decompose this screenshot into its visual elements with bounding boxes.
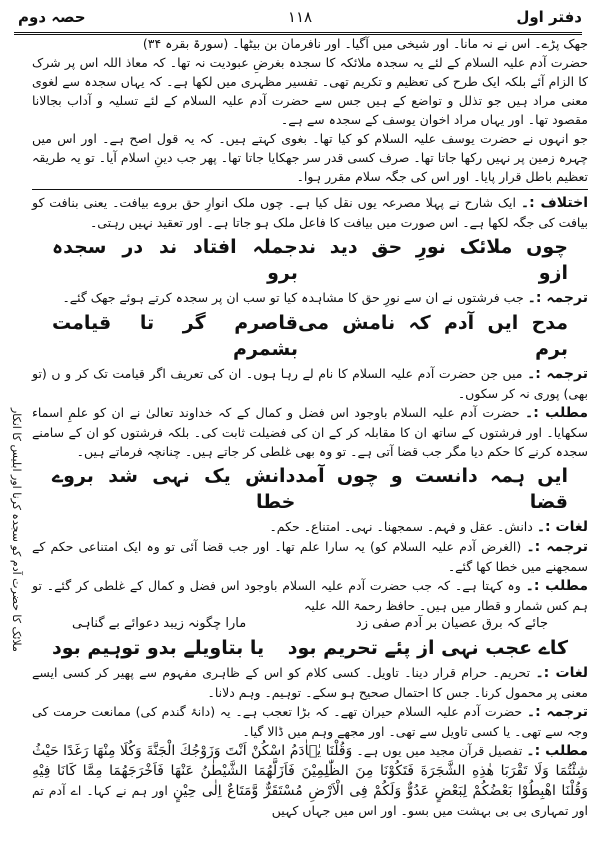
divider bbox=[32, 189, 588, 190]
lughat-label: لغات :۔ bbox=[535, 665, 588, 681]
tarjuma-label: ترجمہ :۔ bbox=[526, 704, 588, 720]
verse-couplet bbox=[52, 635, 568, 661]
verse-second-hemistich: دانش یک نہی شد بروے خطا bbox=[52, 465, 296, 513]
tarjuma-paragraph bbox=[32, 537, 588, 576]
page-body bbox=[32, 34, 588, 820]
intro-paragraph: حضرت آدم علیہ السلام کے لئے یہ سجدہ ملائکہ کا سجدہ بغرضِ عبودیت نہ تھا۔ کہ معاذ اللہ اس پر شرک کا الزام آئے بلکہ ایک طرح کی تعظیم و تکریم تھی۔ تفسیر مظہری میں لکھا ہے۔ کہ یہاں سجدہ سے لغوی معنی مراد ہیں جو تذلل و تواضع کے ہیں جس سے حضرت آدم علیہ السلام کے لئے تسلیہ و آداب بجالانا مقصود تھا۔ اور یہاں مراد اخوان یوسف کے سجدہ سے ہے۔ bbox=[32, 55, 588, 127]
quran-verse: وَقُلْنَا یٰۤاٰدَمُ اسْكُنْ اَنْتَ وَزَوْجُكَ الْجَنَّةَ وَكُلَا مِنْهَا رَغَدًا حَیْثُ شِئْتُمَا وَلَا تَقْرَبَا هٰذِهِ الشَّجَرَةَ فَتَكُوْنَا مِنَ الظّٰلِمِیْنَ فَاَزَلَّهُمَا الشَّیْطٰنُ عَنْهَا فَاَخْرَجَهُمَا مِمَّا كَانَا فِیْهِ وَقُلْنَا اهْبِطُوْا بَعْضُكُمْ لِبَعْضٍ عَدُوٌّ وَلَكُمْ فِی الْاَرْضِ مُسْتَقَرٌّ وَّمَتَاعٌ اِلٰى حِیْنٍ bbox=[32, 743, 588, 799]
page-number: ۱۱۸ bbox=[287, 8, 313, 26]
verse-couplet bbox=[52, 234, 568, 286]
matlab-paragraph bbox=[32, 403, 588, 461]
translation-last-line: اور ہم نے کہا۔ اے آدم تم اور تمہاری بی بی بہشت میں بسو۔ اور اس میں جہاں کہیں bbox=[32, 783, 588, 818]
matlab-label: مطلب :۔ bbox=[525, 405, 588, 421]
verse-second-hemistich: یا بتاویلے بدو توہیم بود bbox=[52, 637, 265, 659]
verse-first-hemistich: کاے عجب نہی از پئے تحریم بود bbox=[287, 637, 568, 659]
ikhtilaf-paragraph bbox=[32, 193, 588, 232]
lughat-text: دانش۔ عقل و فہم۔ سمجھنا۔ نہی۔ امتناع۔ حکم۔ bbox=[269, 519, 533, 534]
matlab-text: تفصیل قرآن مجید میں یوں ہے۔ bbox=[356, 743, 523, 758]
tarjuma-text: حضرت آدم علیہ السلام حیران تھے۔ کہ بڑا تعجب ہے۔ یہ (دانۂ گندم کی) ممانعت حرمت کی وجہ سے تھی۔ یا کسی تاویل سے تھی۔ اور مجھے وہم میں ڈالا گیا۔ bbox=[32, 704, 588, 739]
verse-second-hemistich: مارا چگونہ زیبد دعوائے بے گناہی bbox=[72, 616, 247, 631]
tarjuma-text: (الغرض آدم علیہ السلام کو) یہ سارا علم تھا۔ اور جب قضا آئی تو وہ ایک امتناعی حکم کے سمجھنے میں خطا کھا گئے۔ bbox=[32, 539, 588, 574]
ikhtilaf-text: ایک شارح نے پہلا مصرعہ یوں نقل کیا ہے۔ چوں ملک انوارِ حق بروے بیافت۔ یعنی بنافت کو بیافت کی جگہ لکھا ہے۔ اس صورت میں بیافت کا فاعل ملک ہو جاتا ہے۔ اور تعقید نہیں رہتی۔ bbox=[32, 195, 588, 230]
verse-first-hemistich: چوں ملائک نورِ حق دید ند ازو bbox=[297, 236, 568, 284]
header-book-part: دفتر اول bbox=[516, 8, 582, 26]
lughat-paragraph bbox=[32, 663, 588, 702]
verse-first-hemistich: مدح ایں آدم کہ نامش می برم bbox=[297, 312, 568, 360]
matlab-text: حضرت آدم علیہ السلام باوجود اس فضل و کمال کے کہ خداوند تعالیٰ نے ان کو علمِ اسماء سکھایا۔ اور فرشتوں کے ساتھ ان کا مقابلہ کر کے ان کی فضیلت ثابت کی۔ بلکہ فرشتوں کو ان کے سامنے سجدہ کرنے کا حکم دیا مگر جب قضا آتی ہے۔ تو وہ بھی غلطی کر جاتے ہیں۔ چنانچہ فرماتے ہیں۔ bbox=[32, 405, 588, 459]
verse-couplet bbox=[52, 310, 568, 362]
page-header bbox=[14, 4, 586, 30]
tarjuma-paragraph bbox=[32, 702, 588, 741]
intro-paragraph-2: جو انہوں نے حضرت یوسف علیہ السلام کو کیا تھا۔ بغوی کہتے ہیں۔ کہ یہ قول اصح ہے۔ اور اس میں چہرہ زمین پر نہیں رکھا جاتا تھا۔ صرف کسی قدر سر جھکایا جاتا تھا۔ پھر جب دینِ اسلام آیا۔ تو یہ طریقہ تعظیم باطل قرار پایا۔ اور اس کی جگہ سلام مقرر ہوا۔ bbox=[32, 131, 588, 184]
verse-second-hemistich: جملہ افتاد ند در سجدہ برو bbox=[52, 236, 298, 284]
margin-note: ملائک کا حضرت آدم کو سجدہ کرنا اور ابلیس کا انکار bbox=[10, 408, 23, 652]
lughat-label: لغات :۔ bbox=[536, 519, 588, 535]
verse-first-hemistich: ایں ہمہ دانست و چوں آمد قضا bbox=[295, 465, 568, 513]
tarjuma-paragraph bbox=[32, 364, 588, 403]
tarjuma-text: میں جن حضرت آدم علیہ السلام کا نام لے رہا ہوں۔ ان کی تعریف اگر قیامت تک کر و ں (تو بھی) پوری نہ کر سکوں۔ bbox=[32, 366, 588, 401]
hafiz-couplet bbox=[72, 615, 548, 633]
matlab-label: مطلب :۔ bbox=[526, 743, 588, 759]
tarjuma-label: ترجمہ :۔ bbox=[526, 539, 588, 555]
tarjuma-text: جب فرشتوں نے ان سے نورِ حق کا مشاہدہ کیا تو سب ان پر سجدہ کرتے ہوئے جھک گئے۔ bbox=[62, 290, 524, 305]
matlab-text: وہ کہتا ہے۔ کہ جب حضرت آدم علیہ السلام باوجود اس فضل و کمال کے غلطی کر گئے۔ تو ہم کس شمار و قطار میں ہیں۔ حافظ رحمۃ اللہ علیہ bbox=[32, 578, 588, 613]
intro-line: جھک پڑے۔ اس نے نہ مانا۔ اور شیخی میں آگیا۔ اور نافرمان بن بیٹھا۔ (سورۃ بقرہ ۳۴) bbox=[142, 36, 588, 51]
lughat-paragraph bbox=[32, 517, 588, 537]
matlab-paragraph bbox=[32, 741, 588, 820]
verse-first-hemistich: جائے کہ برق عصیان بر آدم صفی زد bbox=[355, 616, 548, 631]
lughat-text: تحریم۔ حرام قرار دینا۔ تاویل۔ کسی کلام کو اس کے ظاہری مفہوم سے پھیر کر کسی ایسے معنی پر محمول کرنا۔ جس کا احتمال صحیح ہو سکے۔ توہیم۔ وہم دلانا۔ bbox=[32, 665, 588, 700]
tarjuma-label: ترجمہ :۔ bbox=[527, 366, 588, 382]
ikhtilaf-label: اختلاف :۔ bbox=[520, 195, 588, 211]
header-section: حصہ دوم bbox=[18, 8, 86, 26]
matlab-label: مطلب :۔ bbox=[525, 578, 588, 594]
verse-second-hemistich: قاصرم گر تا قیامت بشمرم bbox=[52, 312, 298, 360]
tarjuma-label: ترجمہ :۔ bbox=[527, 290, 588, 306]
matlab-paragraph bbox=[32, 576, 588, 615]
verse-couplet bbox=[52, 463, 568, 515]
tarjuma-paragraph bbox=[32, 288, 588, 308]
